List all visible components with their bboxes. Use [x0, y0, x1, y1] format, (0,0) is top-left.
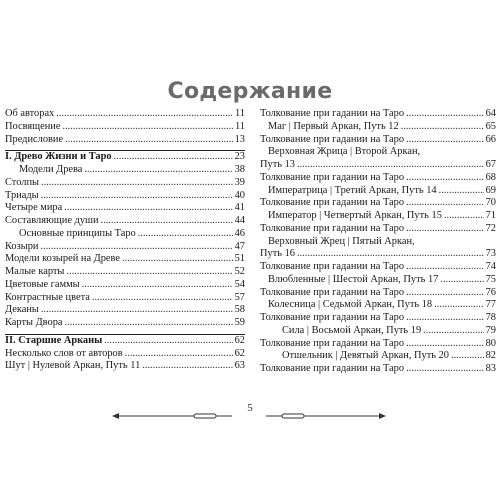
page-number: 5	[247, 402, 253, 414]
toc-entry-label: Малые карты	[5, 266, 65, 277]
toc-entry-label: Колесница | Седьмой Аркан, Путь 18	[268, 299, 433, 311]
toc-leader-dots	[40, 241, 232, 254]
toc-leader-dots	[41, 304, 233, 317]
toc-entry[interactable]	[260, 159, 496, 172]
toc-entry-label: Толкование при гадании на Таро	[260, 286, 405, 298]
toc-entry[interactable]	[5, 348, 245, 361]
toc-leader-dots	[439, 185, 484, 198]
toc-entry-label: Толкование при гадании на Таро	[260, 261, 405, 272]
toc-entry-label: I. Древо Жизни и Таро	[5, 151, 112, 163]
toc-entry-label: Император | Четвертый Аркан, Путь 15	[268, 210, 442, 221]
toc-entry[interactable]	[5, 279, 245, 292]
toc-entry[interactable]	[260, 108, 496, 121]
toc-entry[interactable]	[5, 335, 245, 348]
toc-leader-dots	[125, 348, 233, 361]
toc-entry-label: Толкование при гадании на Таро	[260, 133, 405, 145]
toc-leader-dots	[82, 279, 233, 292]
toc-left-column	[5, 108, 245, 373]
toc-entry-page: 78	[485, 312, 496, 323]
toc-entry-label: Посвящение	[5, 120, 61, 132]
toc-leader-dots	[122, 253, 233, 266]
toc-leader-dots	[451, 350, 484, 363]
toc-entry[interactable]	[260, 274, 496, 287]
toc-entry[interactable]	[5, 121, 245, 134]
toc-leader-dots	[440, 274, 483, 287]
toc-entry-page: 41	[234, 202, 245, 214]
toc-entry[interactable]	[260, 146, 496, 159]
toc-entry-page: 58	[234, 304, 245, 316]
toc-entry-page: 62	[234, 334, 245, 346]
toc-entry[interactable]	[260, 338, 496, 351]
toc-entry-label: Четыре мира	[5, 202, 63, 214]
toc-entry-label: Составляющие души	[5, 215, 99, 226]
toc-entry-page: 66	[485, 133, 496, 145]
toc-entry-page: 46	[234, 227, 245, 239]
toc-entry[interactable]	[5, 164, 245, 177]
toc-entry-label: Предисловие	[5, 133, 64, 145]
toc-leader-dots	[406, 287, 484, 300]
toc-leader-dots	[65, 134, 233, 147]
toc-entry-page: 51	[234, 253, 245, 265]
toc-entry[interactable]	[260, 350, 496, 363]
toc-entry[interactable]	[260, 312, 496, 325]
toc-entry-label: II. Старшие Арканы	[5, 334, 103, 346]
toc-entry[interactable]	[260, 299, 496, 312]
toc-entry-page: 57	[234, 291, 245, 303]
toc-leader-dots	[64, 202, 232, 215]
toc-leader-dots	[101, 215, 233, 228]
toc-entry[interactable]	[5, 134, 245, 147]
toc-entry-page: 80	[485, 337, 496, 349]
toc-entry-page: 54	[234, 278, 245, 290]
toc-leader-dots	[66, 266, 232, 279]
toc-entry-label: Основные принципы Таро	[19, 227, 136, 239]
toc-entry[interactable]	[5, 266, 245, 279]
toc-leader-dots	[406, 172, 484, 185]
toc-entry-label: Императрица | Третий Аркан, Путь 14	[268, 184, 437, 196]
toc-leader-dots	[406, 261, 484, 274]
toc-leader-dots	[406, 338, 484, 351]
toc-entry-label: Толкование при гадании на Таро	[260, 197, 405, 209]
toc-leader-dots	[406, 197, 484, 210]
toc-entry-label: Отшельник | Девятый Аркан, Путь 20	[282, 350, 450, 362]
toc-entry-page: 40	[234, 189, 245, 201]
toc-entry-page: 62	[234, 347, 245, 359]
toc-entry[interactable]	[5, 190, 245, 203]
toc-entry-label: Шут | Нулевой Аркан, Путь 11	[5, 360, 141, 372]
toc-entry[interactable]	[260, 223, 496, 236]
toc-entry-label: Толкование при гадании на Таро	[260, 312, 405, 323]
toc-leader-dots	[434, 299, 483, 312]
toc-entry[interactable]	[260, 121, 496, 134]
toc-entry[interactable]	[260, 363, 496, 376]
toc-leader-dots	[84, 164, 232, 177]
toc-leader-dots	[62, 121, 233, 134]
toc-entry-page: 63	[234, 360, 245, 372]
toc-entry[interactable]	[5, 228, 245, 241]
toc-entry[interactable]	[5, 304, 245, 317]
toc-leader-dots	[138, 228, 233, 241]
toc-entry-page: 79	[485, 324, 496, 336]
toc-entry-label: Сила | Восьмой Аркан, Путь 19	[282, 324, 422, 336]
toc-entry[interactable]	[5, 215, 245, 228]
toc-entry[interactable]	[260, 172, 496, 185]
toc-entry-label: Толкование при гадании на Таро	[260, 108, 405, 119]
toc-entry-label: Деканы	[5, 304, 39, 316]
toc-entry-page: 11	[234, 108, 245, 119]
toc-leader-dots	[444, 210, 484, 223]
toc-entry-label: Карты Двора	[5, 317, 63, 328]
toc-entry-label: Столпы	[5, 176, 39, 188]
toc-right-column	[260, 108, 496, 376]
toc-leader-dots	[406, 134, 484, 147]
toc-entry-label: Несколько слов от авторов	[5, 347, 123, 359]
toc-entry-page: 82	[485, 350, 496, 362]
toc-entry-label: Триады	[5, 189, 39, 201]
toc-entry-page: 71	[485, 210, 496, 221]
toc-entry[interactable]	[260, 236, 496, 249]
toc-leader-dots	[297, 248, 484, 261]
toc-entry-page: 38	[234, 164, 245, 175]
toc-leader-dots	[65, 317, 233, 330]
toc-leader-dots	[406, 223, 484, 236]
toc-entry-label: Цветовые гаммы	[5, 278, 80, 290]
toc-entry-page: 59	[234, 317, 245, 328]
toc-entry-page: 11	[234, 120, 245, 132]
toc-entry-page: 70	[485, 197, 496, 209]
toc-entry-label: Влюбленные | Шестой Аркан, Путь 17	[268, 273, 439, 285]
toc-entry-label: Об авторах	[5, 108, 55, 119]
toc-entry-label: Путь 13	[260, 159, 295, 170]
toc-leader-dots	[406, 108, 484, 121]
toc-entry[interactable]	[5, 292, 245, 305]
toc-entry[interactable]	[260, 210, 496, 223]
toc-entry-page: 39	[234, 176, 245, 188]
toc-leader-dots	[406, 363, 484, 376]
toc-entry-page: 23	[234, 151, 245, 163]
toc-entry-label: Толкование при гадании на Таро	[260, 363, 405, 374]
toc-leader-dots	[142, 360, 232, 373]
toc-entry[interactable]	[260, 185, 496, 198]
toc-entry-label: Толкование при гадании на Таро	[260, 337, 405, 349]
toc-entry[interactable]	[260, 325, 496, 338]
toc-entry-page: 69	[485, 184, 496, 196]
toc-leader-dots	[423, 325, 483, 338]
toc-entry-label: Толкование при гадании на Таро	[260, 222, 405, 234]
toc-entry[interactable]	[260, 134, 496, 147]
toc-entry[interactable]	[5, 108, 245, 121]
toc-entry[interactable]	[260, 197, 496, 210]
toc-entry[interactable]	[5, 202, 245, 215]
toc-entry[interactable]	[260, 287, 496, 300]
toc-entry-page: 65	[485, 120, 496, 132]
toc-leader-dots	[104, 335, 232, 348]
toc-entry-label: Козыри	[5, 240, 39, 252]
toc-entry-page: 13	[234, 133, 245, 145]
toc-entry-page: 68	[485, 171, 496, 183]
toc-entry-label: Модели Древа	[19, 164, 83, 175]
toc-entry-page: 72	[485, 222, 496, 234]
toc-leader-dots	[401, 121, 484, 134]
toc-entry-page: 67	[485, 159, 496, 170]
toc-leader-dots	[41, 190, 233, 203]
toc-entry-label: Толкование при гадании на Таро	[260, 171, 405, 183]
toc-entry[interactable]	[5, 241, 245, 254]
toc-entry[interactable]	[5, 360, 245, 373]
toc-entry-page: 44	[234, 215, 245, 226]
toc-entry-label: Контрастные цвета	[5, 291, 90, 303]
toc-entry-label: Верховная Жрица | Второй Аркан,	[268, 146, 421, 158]
toc-entry[interactable]	[5, 317, 245, 330]
toc-entry[interactable]	[260, 261, 496, 274]
toc-entry[interactable]	[5, 177, 245, 190]
toc-entry[interactable]	[5, 253, 245, 266]
toc-leader-dots	[406, 312, 484, 325]
toc-entry-page: 47	[234, 240, 245, 252]
toc-leader-dots	[297, 159, 484, 172]
toc-entry-page: 76	[485, 286, 496, 298]
toc-entry-page: 52	[234, 266, 245, 277]
page-title: Содержание	[167, 79, 333, 104]
toc-entry-page: 75	[485, 273, 496, 285]
toc-entry[interactable]	[5, 151, 245, 164]
toc-leader-dots	[92, 292, 233, 305]
toc-entry-label: Маг | Первый Аркан, Путь 12	[268, 120, 399, 132]
toc-entry-page: 73	[485, 248, 496, 260]
toc-entry-page: 64	[485, 108, 496, 119]
toc-leader-dots	[114, 151, 233, 164]
toc-entry-page: 77	[485, 299, 496, 311]
toc-leader-dots	[41, 177, 233, 190]
toc-leader-dots	[56, 108, 233, 121]
toc-entry-label: Верховный Жрец | Пятый Аркан,	[268, 235, 415, 247]
toc-entry-label: Путь 16	[260, 248, 295, 260]
toc-entry[interactable]	[260, 248, 496, 261]
toc-entry-page: 74	[485, 261, 496, 272]
toc-entry-label: Модели козырей на Древе	[5, 253, 121, 265]
toc-entry-page: 83	[485, 363, 496, 374]
